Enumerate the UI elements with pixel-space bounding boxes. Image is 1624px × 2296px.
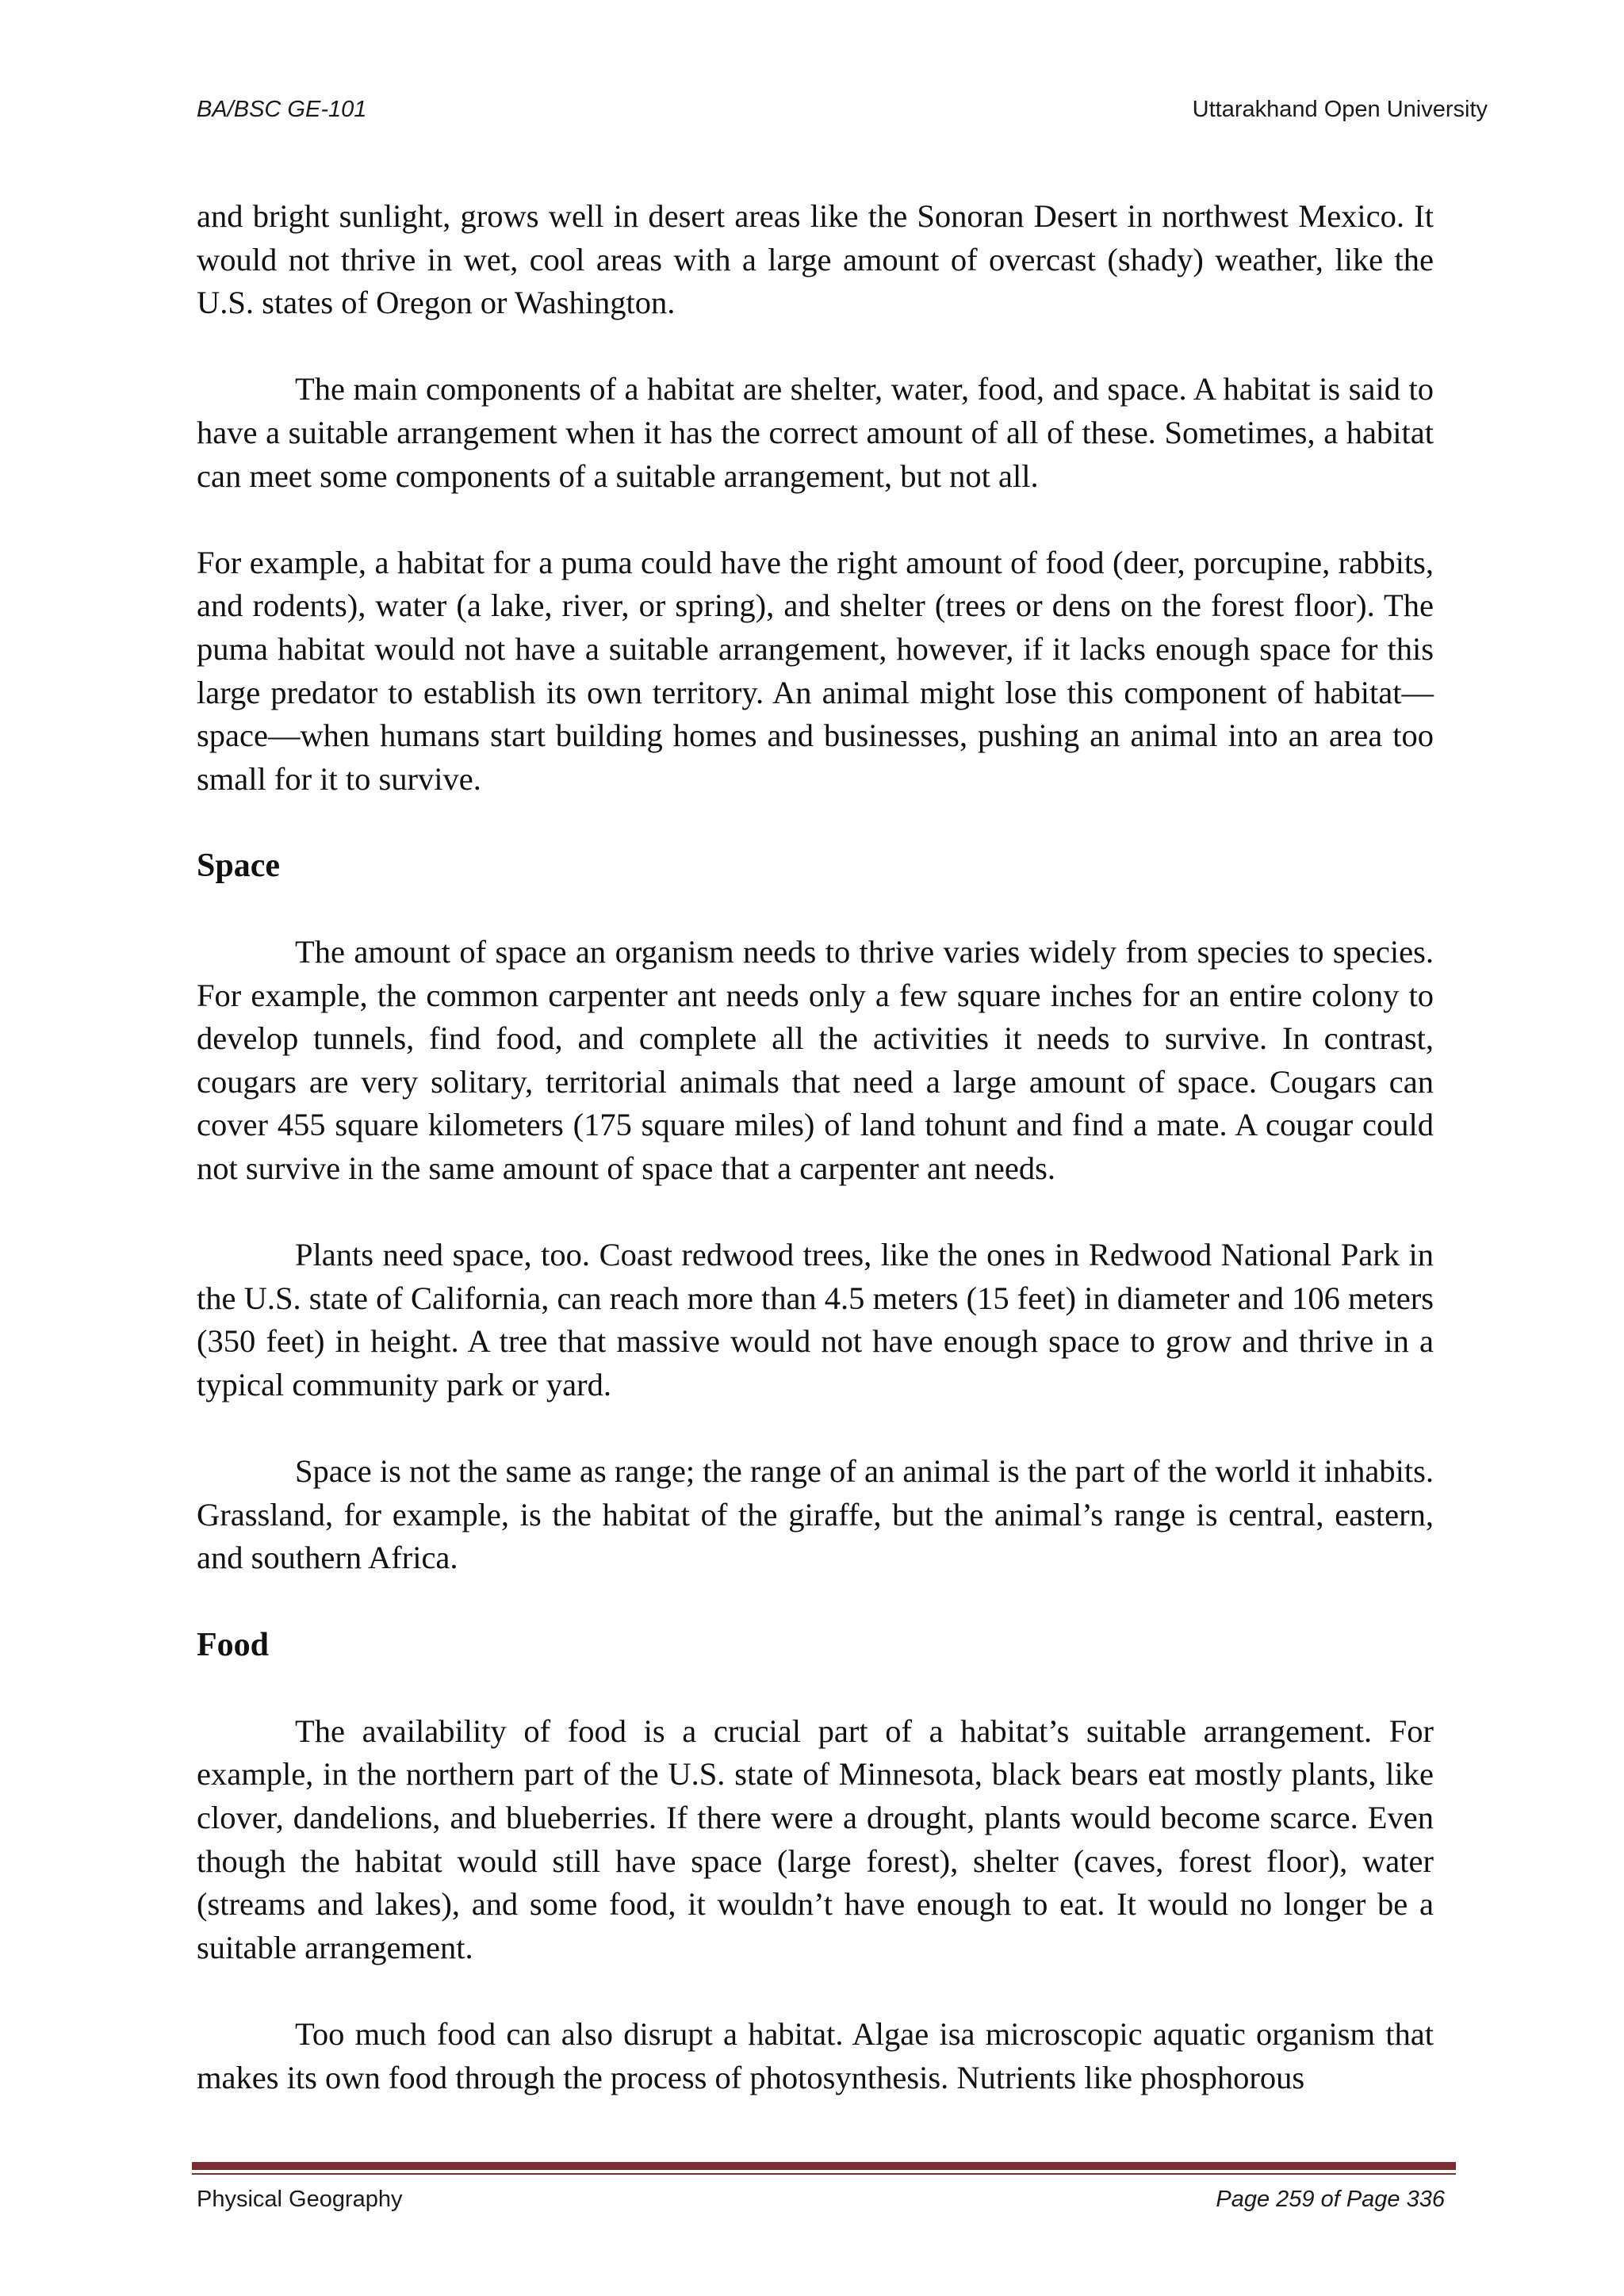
paragraph-habitat-components: The main components of a habitat are shelter, water, food, and space. A habitat is said to have a suitable arrangement when it has the correct amount of all of these. Sometimes, a habitat can meet some components of a suitable arrangement, but not all. (197, 371, 1434, 494)
page-header (197, 97, 1488, 128)
page-body (197, 195, 1434, 2143)
paragraph-food-availability: The availability of food is a crucial part of a habitat’s suitable arrangement. For example, in the northern part of the U.S. state of Minnesota, black bears eat mostly plants, like clover, dandelions, and blueberries. If there were a drought, plants would become scarce. Even though the habitat would still have space (large forest), shelter (caves, forest floor), water (streams and lakes), and some food, it wouldn’t have enough to eat. It would no longer be a suitable arrangement. (197, 1712, 1434, 1965)
paragraph-plants-space: Plants need space, too. Coast redwood trees, like the ones in Redwood National Park in the U.S. state of California, can reach more than 4.5 meters (15 feet) in diameter and 106 meters (350 feet) in height. A tree that massive would not have enough space to grow and thrive in a typical community park or yard. (197, 1237, 1434, 1403)
paragraph-puma-example: For example, a habitat for a puma could have the right amount of food (deer, porcupine, rabbits, and rodents), water (a lake, river, or spring), and shelter (trees or dens on the forest floor). The puma habitat would not have a suitable arrangement, however, if it lacks enough space for this large predator to establish its own territory. An animal might lose this component of habitat—space—when humans start building homes and businesses, pushing an animal into an area too small for it to survive. (197, 544, 1434, 797)
paragraph-space-range: Space is not the same as range; the range of an animal is the part of the world it inhabits. Grassland, for example, is the habitat of the giraffe, but the animal’s range is central, eastern, and southern Africa. (197, 1453, 1434, 1576)
footer-rule-thick (192, 2162, 1456, 2170)
footer-subject: Physical Geography (197, 2187, 403, 2212)
paragraph-space-amount: The amount of space an organism needs to thrive varies widely from species to species. For example, the common carpenter ant needs only a few square inches for an entire colony to develop tunnels, find food, and complete all the activities it needs to survive. In contrast, cougars are very solitary, territorial animals that need a large amount of space. Cougars can cover 455 square kilometers (175 square miles) of land tohunt and find a mate. A cougar could not survive in the same amount of space that a carpenter ant needs. (197, 934, 1434, 1187)
page-number: Page 259 of Page 336 (1216, 2187, 1445, 2212)
paragraph-too-much-food: Too much food can also disrupt a habitat. Algae isa microscopic aquatic organism that makes its own food through the process of photosynthesis. Nutrients like phosphorous (197, 2015, 1434, 2095)
course-code: BA/BSC GE-101 (197, 97, 367, 122)
paragraph-continuation: and bright sunlight, grows well in desert areas like the Sonoran Desert in northwest Mexico. It would not thrive in wet, cool areas with a large amount of overcast (shady) weather, like the U.S. states of Oregon or Washington. (197, 198, 1434, 321)
footer-rule-thin (192, 2173, 1456, 2175)
page-footer (197, 2187, 1445, 2218)
section-heading-food: Food (197, 1626, 270, 1663)
university-name: Uttarakhand Open University (1192, 97, 1488, 122)
section-heading-space: Space (197, 847, 280, 884)
